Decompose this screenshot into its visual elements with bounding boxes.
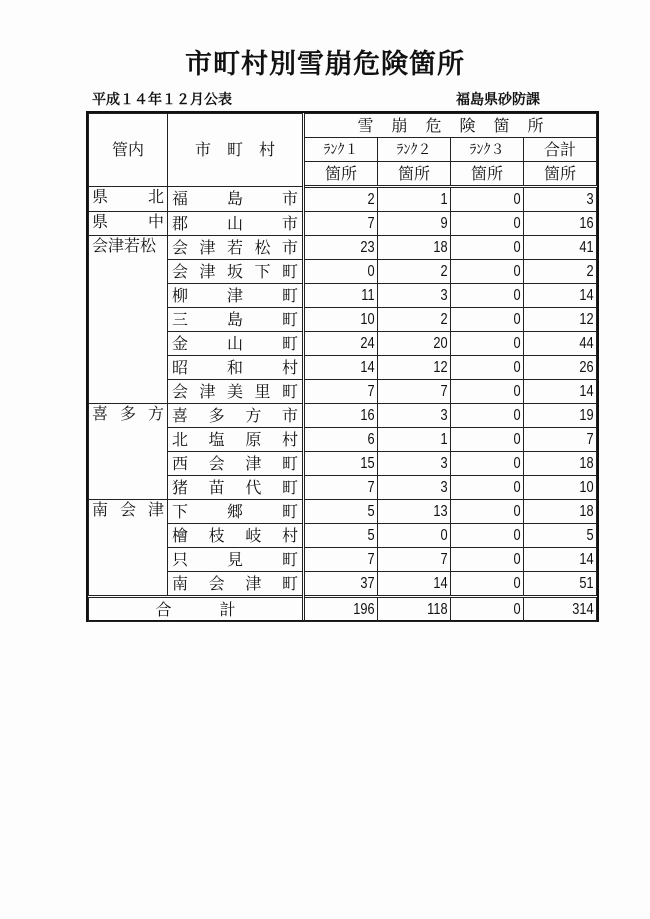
- municipality-label: 会 津 若 松 市: [172, 237, 298, 257]
- cell-rank2: [378, 476, 451, 500]
- municipality-label: 下 郷 町: [172, 501, 298, 521]
- cell-rank3: [451, 428, 524, 452]
- value-rank2: 13: [433, 502, 448, 520]
- value-rank1: 7: [367, 214, 375, 232]
- cell-rank1: [304, 212, 378, 236]
- municipality-cell: [168, 428, 304, 452]
- value-total: 7: [586, 430, 594, 448]
- district-label: 南 会 津: [92, 500, 164, 519]
- municipality-cell: [168, 572, 304, 597]
- cell-rank2: [378, 452, 451, 476]
- header-row-1: [89, 114, 597, 138]
- municipality-label: 柳 津 町: [172, 285, 298, 305]
- cell-rank2: [378, 572, 451, 597]
- value-total: 5: [586, 526, 594, 544]
- value-rank3: 0: [513, 430, 521, 448]
- value-total: 19: [579, 406, 594, 424]
- cell-total: [524, 284, 597, 308]
- unit-total: 箇所: [524, 162, 597, 187]
- municipality-cell: [168, 187, 304, 212]
- municipality-cell: [168, 404, 304, 428]
- district-cell: [89, 404, 168, 500]
- district-label: 会 津 若 松: [92, 236, 157, 255]
- value-rank1: 5: [367, 526, 375, 544]
- header-rank-3: ﾗﾝｸ３: [451, 138, 524, 162]
- value-rank1: 24: [360, 334, 375, 352]
- value-rank2: 3: [440, 454, 448, 472]
- value-total: 3: [586, 190, 594, 208]
- municipality-label: 昭 和 村: [172, 357, 298, 377]
- cell-total: [524, 332, 597, 356]
- cell-rank2: [378, 500, 451, 524]
- cell-rank1: [304, 548, 378, 572]
- value-rank2: 12: [433, 358, 448, 376]
- municipality-label: 会 津 美 里 町: [172, 381, 298, 401]
- table-row: [89, 212, 597, 236]
- value-rank1: 23: [360, 238, 375, 256]
- total-cell-total: [524, 597, 597, 622]
- value-total: 26: [579, 358, 594, 376]
- cell-rank1: [304, 572, 378, 597]
- cell-rank2: [378, 404, 451, 428]
- value-rank3: 0: [513, 334, 521, 352]
- cell-rank1: [304, 356, 378, 380]
- municipality-cell: [168, 524, 304, 548]
- value-rank3: 0: [513, 478, 521, 496]
- cell-rank3: [451, 476, 524, 500]
- document-title: 市町村別雪崩危険箇所: [185, 49, 465, 80]
- municipality-label: 檜 枝 岐 村: [172, 525, 298, 545]
- cell-rank3: [451, 548, 524, 572]
- cell-rank2: [378, 548, 451, 572]
- value-rank1: 5: [367, 502, 375, 520]
- municipality-cell: [168, 380, 304, 404]
- cell-rank3: [451, 236, 524, 260]
- cell-rank3: [451, 524, 524, 548]
- value-rank3: 0: [513, 574, 521, 592]
- municipality-cell: [168, 308, 304, 332]
- cell-total: [524, 572, 597, 597]
- header-district: 管内: [89, 114, 168, 187]
- cell-rank2: [378, 212, 451, 236]
- value-rank1: 7: [367, 382, 375, 400]
- municipality-label: 喜 多 方 市: [172, 405, 298, 425]
- value-rank3: 0: [513, 214, 521, 232]
- total-cell-rank2: [378, 597, 451, 622]
- total-row: [89, 597, 597, 622]
- value-total: 14: [579, 382, 594, 400]
- cell-rank2: [378, 428, 451, 452]
- total-value-rank3: 0: [513, 600, 521, 618]
- cell-rank3: [451, 284, 524, 308]
- value-total: 14: [579, 550, 594, 568]
- unit-rank-2: 箇所: [378, 162, 451, 187]
- table-row: [89, 236, 597, 260]
- cell-rank1: [304, 332, 378, 356]
- cell-rank1: [304, 187, 378, 212]
- municipality-label: 南 会 津 町: [172, 573, 298, 593]
- value-rank3: 0: [513, 190, 521, 208]
- header-total: 合計: [524, 138, 597, 162]
- municipality-cell: [168, 548, 304, 572]
- municipality-cell: [168, 284, 304, 308]
- cell-rank1: [304, 308, 378, 332]
- value-rank3: 0: [513, 262, 521, 280]
- total-value-total: 314: [572, 600, 594, 618]
- cell-total: [524, 380, 597, 404]
- value-rank1: 10: [360, 310, 375, 328]
- cell-total: [524, 548, 597, 572]
- cell-rank1: [304, 236, 378, 260]
- cell-total: [524, 524, 597, 548]
- value-total: 41: [579, 238, 594, 256]
- municipality-label: 西 会 津 町: [172, 453, 298, 473]
- municipality-cell: [168, 452, 304, 476]
- value-rank1: 7: [367, 550, 375, 568]
- municipality-cell: [168, 356, 304, 380]
- cell-rank3: [451, 572, 524, 597]
- cell-rank3: [451, 404, 524, 428]
- municipality-label: 三 島 町: [172, 309, 298, 329]
- value-rank1: 15: [360, 454, 375, 472]
- header-municipality: 市 町 村: [168, 114, 304, 187]
- district-label: 喜 多 方: [92, 404, 164, 423]
- value-total: 16: [579, 214, 594, 232]
- value-total: 51: [579, 574, 594, 592]
- district-label: 県 北: [92, 187, 164, 206]
- value-total: 14: [579, 286, 594, 304]
- cell-total: [524, 308, 597, 332]
- cell-rank1: [304, 380, 378, 404]
- municipality-cell: [168, 476, 304, 500]
- cell-total: [524, 356, 597, 380]
- value-total: 44: [579, 334, 594, 352]
- value-rank1: 0: [367, 262, 375, 280]
- total-cell-rank3: [451, 597, 524, 622]
- value-rank1: 6: [367, 430, 375, 448]
- cell-rank3: [451, 332, 524, 356]
- value-rank3: 0: [513, 406, 521, 424]
- cell-rank1: [304, 452, 378, 476]
- municipality-cell: [168, 236, 304, 260]
- header-avalanche-risk-sites: 雪崩危険箇所: [304, 114, 597, 138]
- total-label: 合 計: [89, 597, 304, 622]
- value-rank3: 0: [513, 238, 521, 256]
- value-total: 18: [579, 454, 594, 472]
- municipality-label: 只 見 町: [172, 549, 298, 569]
- cell-rank1: [304, 260, 378, 284]
- value-rank2: 7: [440, 550, 448, 568]
- cell-total: [524, 187, 597, 212]
- cell-rank2: [378, 308, 451, 332]
- cell-total: [524, 452, 597, 476]
- publication-date: 平成１４年１２月公表: [92, 92, 232, 108]
- value-rank1: 2: [367, 190, 375, 208]
- value-rank2: 7: [440, 382, 448, 400]
- value-rank2: 14: [433, 574, 448, 592]
- district-cell: [89, 187, 168, 212]
- cell-rank1: [304, 284, 378, 308]
- cell-total: [524, 476, 597, 500]
- cell-total: [524, 236, 597, 260]
- district-cell: [89, 236, 168, 404]
- table-row: [89, 187, 597, 212]
- total-cell-rank1: [304, 597, 378, 622]
- cell-rank2: [378, 236, 451, 260]
- value-rank1: 37: [360, 574, 375, 592]
- cell-rank1: [304, 476, 378, 500]
- value-rank3: 0: [513, 502, 521, 520]
- department-name: 福島県砂防課: [456, 92, 540, 108]
- cell-rank3: [451, 187, 524, 212]
- value-rank3: 0: [513, 286, 521, 304]
- municipality-cell: [168, 332, 304, 356]
- cell-rank3: [451, 308, 524, 332]
- municipality-label: 郡 山 市: [172, 213, 298, 233]
- unit-rank-1: 箇所: [304, 162, 378, 187]
- cell-rank2: [378, 284, 451, 308]
- municipality-cell: [168, 212, 304, 236]
- value-rank2: 20: [433, 334, 448, 352]
- value-rank2: 9: [440, 214, 448, 232]
- cell-rank3: [451, 212, 524, 236]
- cell-rank3: [451, 356, 524, 380]
- municipality-label: 北 塩 原 村: [172, 429, 298, 449]
- value-rank1: 11: [361, 286, 375, 304]
- header-rank-1: ﾗﾝｸ１: [304, 138, 378, 162]
- cell-total: [524, 212, 597, 236]
- header-rank-2: ﾗﾝｸ２: [378, 138, 451, 162]
- district-cell: [89, 500, 168, 597]
- avalanche-risk-table: [86, 111, 599, 622]
- value-rank2: 18: [433, 238, 448, 256]
- value-rank1: 16: [360, 406, 375, 424]
- municipality-cell: [168, 260, 304, 284]
- value-rank2: 1: [440, 430, 448, 448]
- value-rank2: 3: [440, 286, 448, 304]
- municipality-label: 福 島 市: [172, 189, 298, 208]
- cell-rank2: [378, 524, 451, 548]
- value-rank2: 0: [440, 526, 448, 544]
- cell-rank2: [378, 380, 451, 404]
- total-value-rank2: 118: [427, 600, 448, 618]
- cell-total: [524, 404, 597, 428]
- value-rank1: 14: [360, 358, 375, 376]
- cell-total: [524, 500, 597, 524]
- cell-rank2: [378, 356, 451, 380]
- cell-rank2: [378, 332, 451, 356]
- value-rank1: 7: [367, 478, 375, 496]
- value-rank2: 3: [440, 406, 448, 424]
- value-total: 18: [579, 502, 594, 520]
- district-cell: [89, 212, 168, 236]
- cell-rank1: [304, 500, 378, 524]
- total-value-rank1: 196: [353, 600, 375, 618]
- value-rank3: 0: [513, 550, 521, 568]
- cell-rank1: [304, 404, 378, 428]
- value-rank3: 0: [513, 310, 521, 328]
- value-rank3: 0: [513, 526, 521, 544]
- value-total: 12: [579, 310, 594, 328]
- value-total: 10: [579, 478, 594, 496]
- municipality-label: 金 山 町: [172, 333, 298, 353]
- value-rank2: 3: [440, 478, 448, 496]
- cell-rank1: [304, 428, 378, 452]
- value-total: 2: [586, 262, 594, 280]
- cell-total: [524, 428, 597, 452]
- cell-rank2: [378, 260, 451, 284]
- municipality-label: 会 津 坂 下 町: [172, 261, 298, 281]
- municipality-cell: [168, 500, 304, 524]
- municipality-label: 猪 苗 代 町: [172, 477, 298, 497]
- cell-rank3: [451, 260, 524, 284]
- table-row: [89, 404, 597, 428]
- value-rank3: 0: [513, 454, 521, 472]
- cell-rank3: [451, 500, 524, 524]
- value-rank2: 2: [440, 310, 448, 328]
- value-rank3: 0: [513, 382, 521, 400]
- cell-rank3: [451, 380, 524, 404]
- cell-rank1: [304, 524, 378, 548]
- value-rank2: 2: [440, 262, 448, 280]
- unit-rank-3: 箇所: [451, 162, 524, 187]
- cell-rank3: [451, 452, 524, 476]
- district-label: 県 中: [92, 212, 164, 231]
- table-row: [89, 500, 597, 524]
- cell-total: [524, 260, 597, 284]
- value-rank3: 0: [513, 358, 521, 376]
- cell-rank2: [378, 187, 451, 212]
- value-rank2: 1: [440, 190, 448, 208]
